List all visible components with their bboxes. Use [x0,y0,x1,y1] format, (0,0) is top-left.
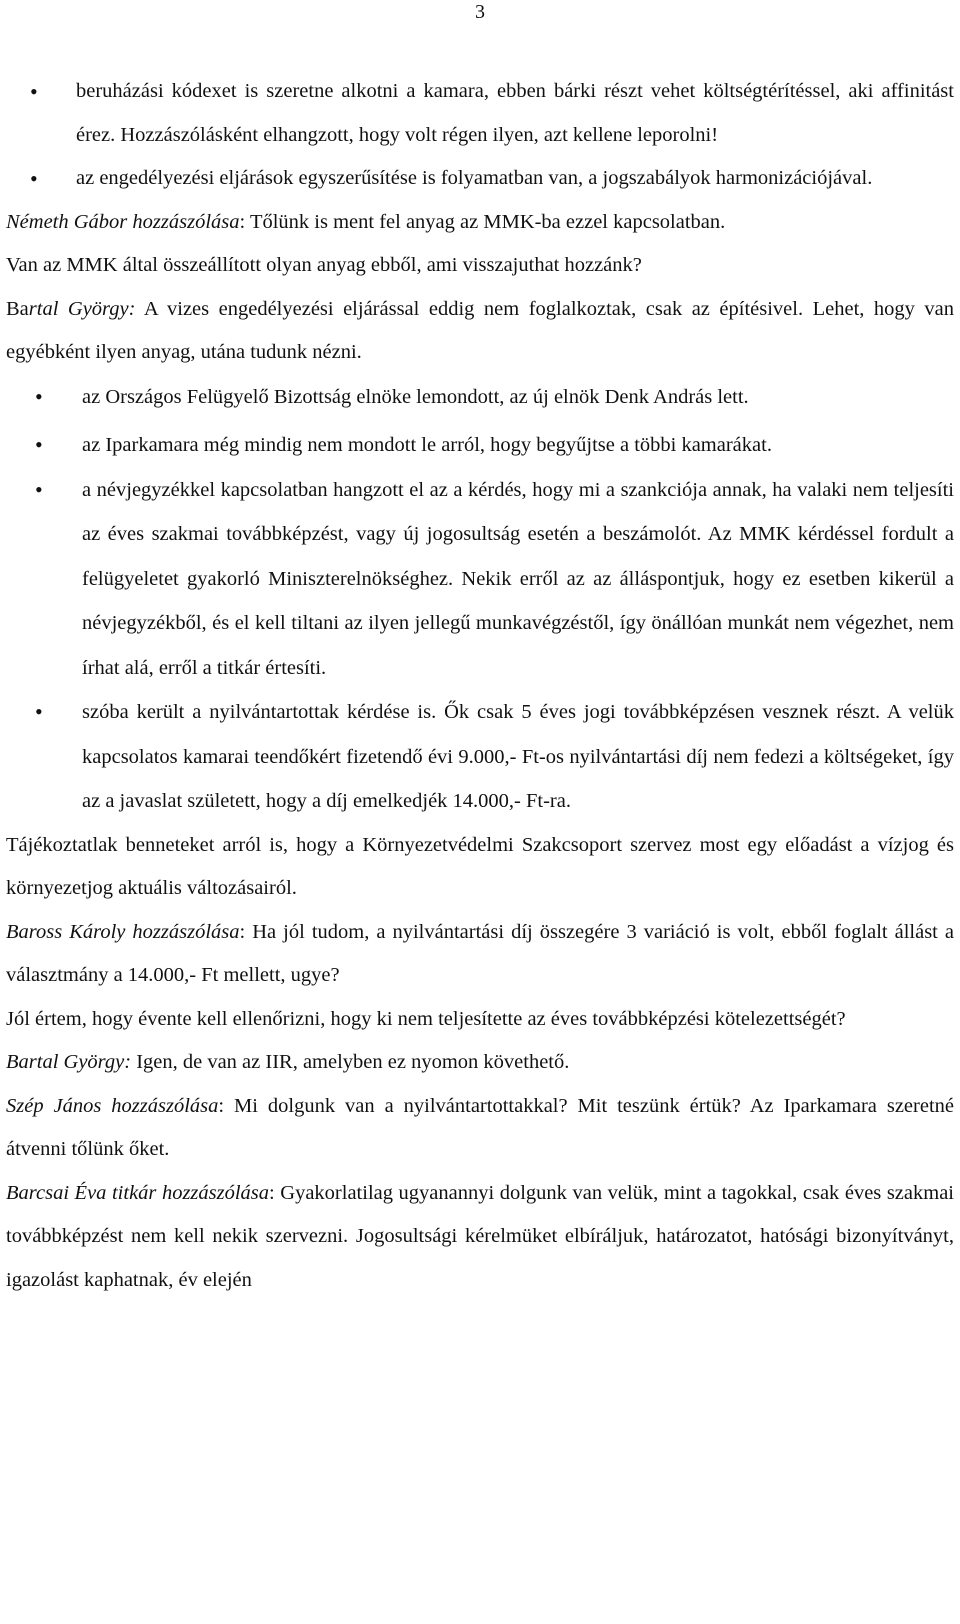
list-item: • az Iparkamara még mindig nem mondott le arról, hogy begyűjtse a többi kamarákat. [6,423,954,468]
list-item: • az engedélyezési eljárások egyszerűsítése is folyamatban van, a jogszabályok harmonizációjával. [6,157,954,201]
speaker-name: Bartal György: [6,1051,132,1073]
document-body [6,70,954,1302]
paragraph-bartal-2 [6,1041,954,1085]
page-number: 3 [475,1,485,23]
paragraph-text: : Ha jól tudom, a nyilvántartási díj összegére 3 variáció is volt, ebből foglalt állást a választmány a 14.000,- Ft mellett, ugye? [6,920,954,986]
paragraph-bartal-1 [6,288,954,375]
bullet-list-1 [6,70,954,201]
bullet-list-2 [6,375,954,824]
list-item: • az Országos Felügyelő Bizottság elnöke lemondott, az új elnök Denk András lett. [6,375,954,420]
list-item: • beruházási kódexet is szeretne alkotni a kamara, ebben bárki részt vehet költségtérítéssel, aki affinitást érez. Hozzászólásként elhangzott, hogy volt régen ilyen, azt kellene leporolni! [6,70,954,157]
paragraph-szep [6,1085,954,1172]
paragraph-info: Tájékoztatlak benneteket arról is, hogy a Környezetvédelmi Szakcsoport szervez most egy előadást a vízjog és környezetjog aktuális változásairól. [6,833,954,899]
speaker-name: rtal György: [28,297,136,320]
paragraph-text: Van az MMK által összeállított olyan anyag ebből, ami visszajuthat hozzánk? [6,254,642,276]
speaker-name: Baross Károly hozzászólása [6,920,240,943]
list-item: • a névjegyzékkel kapcsolatban hangzott el az a kérdés, hogy mi a szankciója annak, ha valaki nem teljesíti az éves szakmai továbbképzést, vagy új jogosultság esetén a beszámolót. Az MMK kérdéssel fordult a felügyeletet gyakorló Miniszterelnökséghez. Nekik erről az az álláspontjuk, hogy ez esetben kikerül a névjegyzékből, és el kell tiltani az ilyen jellegű munkavégzéstől, így önállóan munkát nem végezhet, nem írhat alá, erről a titkár értesíti. [6,468,954,691]
paragraph-text: : Gyakorlatilag ugyanannyi dolgunk van velük, mint a tagokkal, csak éves szakmai továbbképzést nem kell nekik szervezni. Jogosultsági kérelmüket elbíráljuk, határozatot, hatósági bizonyítványt, igazolást kaphatnak, év elején [6,1181,954,1291]
paragraph-baross [6,911,954,998]
paragraph-text: : Mi dolgunk van a nyilvántartottakkal? Mit teszünk értük? Az Iparkamara szeretné átvenni tőlünk őket. [6,1094,954,1160]
speaker-name: Szép János hozzászólása [6,1094,219,1117]
paragraph-barcsai [6,1172,954,1303]
speaker-name: Barcsai Éva titkár hozzászólása [6,1181,270,1204]
speaker-name: Németh Gábor hozzászólása [6,210,240,233]
paragraph-nemeth [6,201,954,288]
paragraph-text: : Tőlünk is ment fel anyag az MMK-ba ezzel kapcsolatban. [239,210,726,233]
speaker-name: Ba [6,297,29,320]
paragraph-question: Jól értem, hogy évente kell ellenőrizni, hogy ki nem teljesítette az éves továbbképzési kötelezettségét? [6,1007,846,1030]
paragraph-text: A vizes engedélyezési eljárással eddig nem foglalkoztak, csak az építésivel. Lehet, hogy van egyébként ilyen anyag, utána tudunk nézni. [6,297,954,363]
paragraph-text: Igen, de van az IIR, amelyben ez nyomon követhető. [131,1051,570,1073]
list-item: • szóba került a nyilvántartottak kérdése is. Ők csak 5 éves jogi továbbképzésen vesznek részt. A velük kapcsolatos kamarai teendőkért fizetendő évi 9.000,- Ft-os nyilvántartási díj nem fedezi a költségeket, így az a javaslat született, hogy a díj emelkedjék 14.000,- Ft-ra. [6,690,954,824]
